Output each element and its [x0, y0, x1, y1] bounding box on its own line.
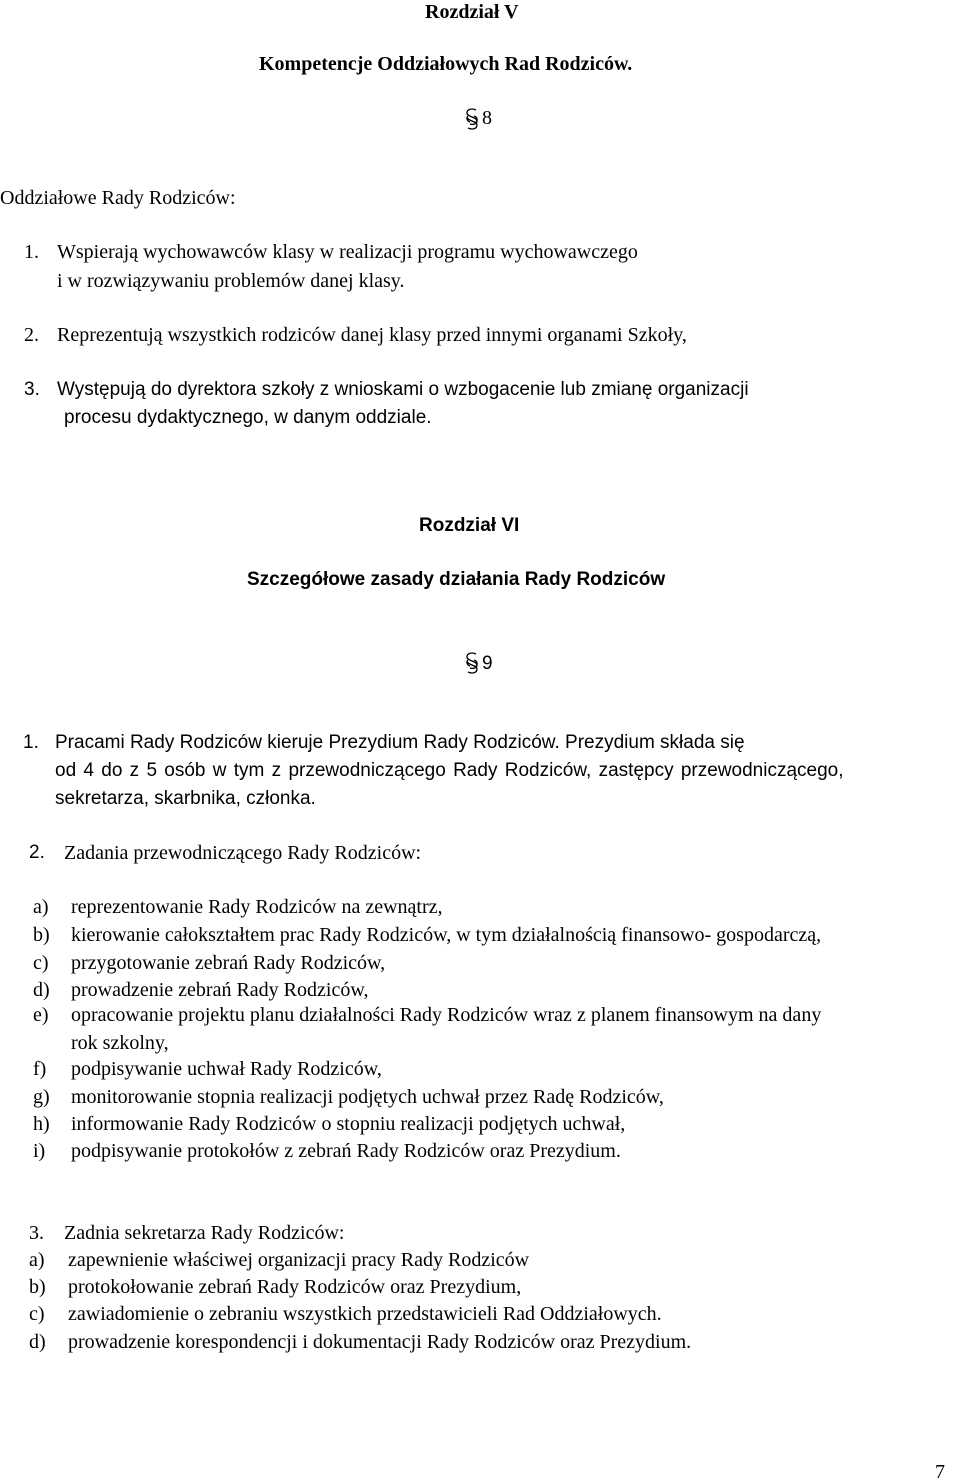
task-text: kierowanie całokształtem prac Rady Rodziców, w tym działalnością finansowo- gospodarczą,: [71, 924, 822, 946]
task-letter: d): [29, 1331, 46, 1353]
task-text: zawiadomienie o zebraniu wszystkich przedstawicieli Rad Oddziałowych.: [68, 1303, 662, 1325]
task-letter: c): [33, 952, 49, 974]
list-item-text: Pracami Rady Rodziców kieruje Prezydium Rady Rodziców. Prezydium składa się: [55, 732, 745, 753]
task-letter: b): [33, 924, 50, 946]
list-item-number: 2.: [29, 842, 45, 863]
task-letter: d): [33, 979, 50, 1001]
task-text: opracowanie projektu planu działalności Rady Rodziców wraz z planem finansowym na dany: [71, 1004, 822, 1026]
paragraph-9-number: 9: [482, 653, 493, 674]
paragraph-8-number: 8: [482, 107, 492, 129]
task-letter: h): [33, 1113, 50, 1135]
list-item-text-continued: sekretarza, skarbnika, członka.: [55, 788, 316, 809]
list-item-text: Wspierają wychowawców klasy w realizacji programu wychowawczego: [57, 241, 638, 263]
chapter-5-title: Kompetencje Oddziałowych Rad Rodziców.: [259, 53, 633, 75]
list-item-number: 3.: [24, 379, 40, 400]
task-text: reprezentowanie Rady Rodziców na zewnątrz,: [71, 896, 443, 918]
task-letter: f): [33, 1058, 47, 1080]
task-text: informowanie Rady Rodziców o stopniu realizacji podjętych uchwał,: [71, 1113, 626, 1135]
section-sign-icon: [464, 108, 480, 128]
list-item-text-continued: od 4 do z 5 osób w tym z przewodniczącego Rady Rodziców, zastępcy przewodniczącego,: [55, 760, 844, 781]
task-letter: c): [29, 1303, 45, 1325]
task-text: podpisywanie protokołów z zebrań Rady Rodziców oraz Prezydium.: [71, 1140, 621, 1162]
chapter-5-heading: Rozdział V: [425, 1, 519, 23]
list-item-text: Zadnia sekretarza Rady Rodziców:: [64, 1222, 345, 1244]
chapter-6-title: Szczegółowe zasady działania Rady Rodziców: [247, 569, 666, 590]
list-item-number: 1.: [23, 732, 39, 753]
task-letter: a): [33, 896, 49, 918]
task-text: monitorowanie stopnia realizacji podjętych uchwał przez Radę Rodziców,: [71, 1086, 664, 1108]
task-text: podpisywanie uchwał Rady Rodziców,: [71, 1058, 382, 1080]
task-letter: b): [29, 1276, 46, 1298]
list-item-number: 3.: [29, 1222, 44, 1244]
task-text: zapewnienie właściwej organizacji pracy Rady Rodziców: [68, 1249, 530, 1271]
list-item-number: 2.: [24, 324, 39, 346]
section-sign-icon: [464, 652, 480, 672]
task-text: prowadzenie korespondencji i dokumentacji Rady Rodziców oraz Prezydium.: [68, 1331, 692, 1353]
task-letter: e): [33, 1004, 49, 1026]
list-item-text-continued: procesu dydaktycznego, w danym oddziale.: [64, 407, 432, 428]
task-text: protokołowanie zebrań Rady Rodziców oraz Prezydium,: [68, 1276, 522, 1298]
chapter-6-heading: Rozdział VI: [419, 515, 520, 536]
list-item-text: Zadania przewodniczącego Rady Rodziców:: [64, 842, 422, 864]
task-letter: g): [33, 1086, 50, 1108]
page-number: 7: [935, 1461, 945, 1483]
task-text: przygotowanie zebrań Rady Rodziców,: [71, 952, 386, 974]
chapter-5-intro: Oddziałowe Rady Rodziców:: [0, 187, 236, 209]
task-letter: a): [29, 1249, 45, 1271]
task-letter: i): [33, 1140, 46, 1162]
task-text-continued: rok szkolny,: [71, 1032, 169, 1054]
list-item-text: Występują do dyrektora szkoły z wnioskami o wzbogacenie lub zmianę organizacji: [57, 379, 749, 400]
list-item-text: Reprezentują wszystkich rodziców danej klasy przed innymi organami Szkoły,: [57, 324, 687, 346]
task-text: prowadzenie zebrań Rady Rodziców,: [71, 979, 369, 1001]
list-item-number: 1.: [24, 241, 39, 263]
list-item-text-continued: i w rozwiązywaniu problemów danej klasy.: [57, 270, 405, 292]
